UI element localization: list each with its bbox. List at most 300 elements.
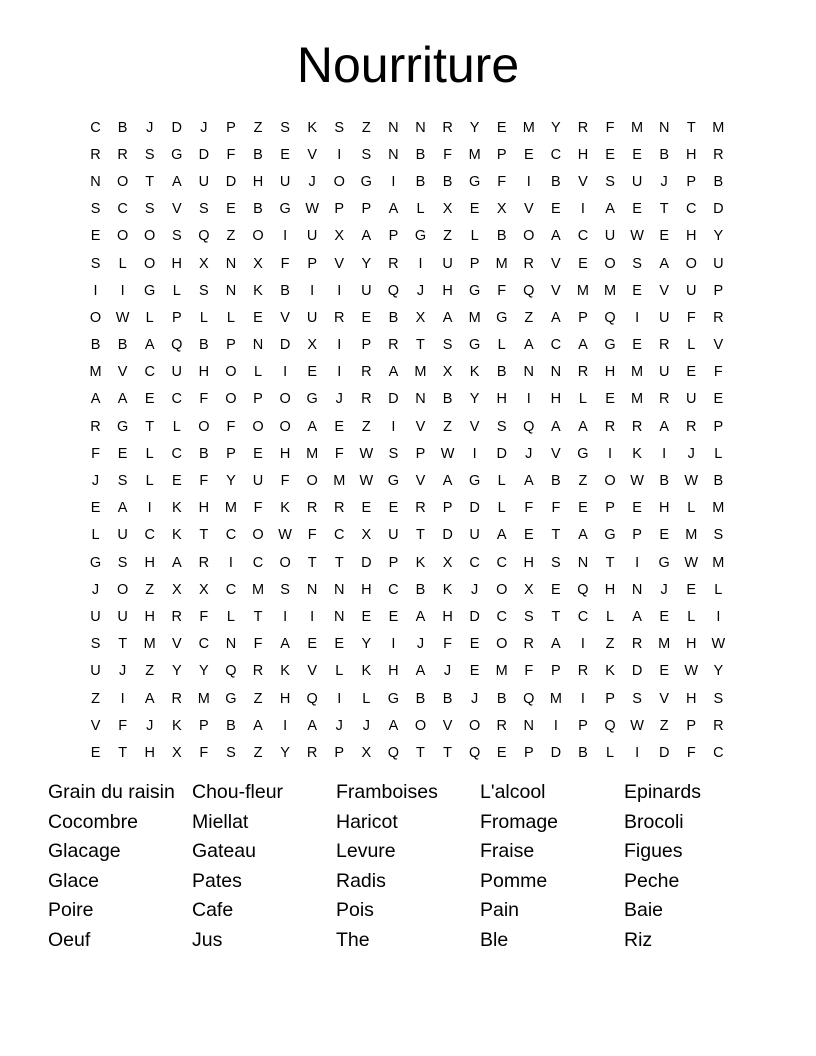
grid-letter: B bbox=[253, 146, 263, 163]
grid-letter: N bbox=[523, 717, 535, 734]
grid-letter: B bbox=[388, 309, 399, 326]
grid-row bbox=[82, 549, 732, 576]
grid-letter: Z bbox=[524, 309, 534, 326]
word-list-item: Glacage bbox=[48, 840, 121, 863]
grid-letter: H bbox=[171, 255, 183, 272]
grid-letter: O bbox=[496, 581, 508, 598]
grid-letter: O bbox=[198, 418, 210, 435]
grid-letter: E bbox=[632, 201, 642, 218]
grid-letter: H bbox=[442, 608, 453, 625]
grid-letter: D bbox=[442, 527, 453, 544]
letter-grid bbox=[82, 114, 732, 767]
grid-letter: C bbox=[577, 228, 589, 245]
word-list-item: Pain bbox=[480, 899, 520, 922]
grid-letter: H bbox=[144, 608, 155, 625]
grid-letter: M bbox=[685, 527, 698, 544]
grid-letter: P bbox=[496, 146, 507, 163]
grid-letter: A bbox=[496, 527, 507, 544]
grid-letter: P bbox=[605, 500, 615, 517]
grid-letter: Q bbox=[387, 744, 400, 761]
grid-letter: S bbox=[632, 255, 642, 272]
grid-letter: R bbox=[604, 418, 616, 435]
word-list-item: Baie bbox=[624, 899, 664, 922]
grid-letter: P bbox=[713, 418, 724, 435]
grid-letter: V bbox=[659, 690, 670, 707]
grid-letter: R bbox=[306, 744, 318, 761]
grid-letter: Y bbox=[713, 663, 724, 680]
grid-letter: F bbox=[226, 146, 236, 163]
grid-letter: A bbox=[361, 228, 372, 245]
grid-letter: H bbox=[388, 663, 399, 680]
grid-letter: Z bbox=[361, 119, 371, 136]
grid-letter: E bbox=[361, 309, 372, 326]
grid-letter: R bbox=[415, 500, 426, 517]
grid-letter: P bbox=[361, 201, 372, 218]
grid-letter: A bbox=[144, 337, 155, 354]
grid-letter: O bbox=[225, 391, 237, 408]
grid-letter: A bbox=[605, 201, 615, 218]
grid-letter: Y bbox=[551, 119, 561, 136]
grid-letter: E bbox=[496, 119, 507, 136]
grid-letter: S bbox=[442, 337, 453, 354]
grid-letter: O bbox=[306, 473, 318, 490]
grid-letter: P bbox=[632, 527, 642, 544]
grid-letter: Z bbox=[145, 663, 155, 680]
grid-letter: O bbox=[685, 255, 697, 272]
grid-letter: I bbox=[337, 146, 342, 163]
grid-letter: F bbox=[280, 255, 290, 272]
grid-letter: D bbox=[550, 744, 562, 761]
grid-letter: R bbox=[388, 255, 399, 272]
grid-letter: A bbox=[659, 255, 670, 272]
grid-letter: S bbox=[280, 119, 290, 136]
grid-letter: M bbox=[576, 282, 589, 299]
grid-letter: E bbox=[632, 337, 642, 354]
grid-letter: W bbox=[630, 473, 644, 490]
grid-letter: F bbox=[524, 500, 534, 517]
grid-letter: H bbox=[686, 636, 697, 653]
grid-letter: K bbox=[171, 717, 182, 734]
grid-letter: S bbox=[713, 527, 724, 544]
grid-letter: V bbox=[578, 173, 588, 190]
grid-letter: S bbox=[90, 201, 101, 218]
grid-letter: B bbox=[117, 119, 128, 136]
grid-letter: I bbox=[526, 391, 531, 408]
grid-letter: J bbox=[443, 663, 452, 680]
word-list-item: Brocoli bbox=[624, 810, 684, 833]
grid-letter: R bbox=[171, 690, 183, 707]
grid-letter: P bbox=[388, 228, 399, 245]
grid-letter: D bbox=[279, 337, 291, 354]
grid-letter: N bbox=[388, 119, 399, 136]
grid-letter: U bbox=[469, 527, 480, 544]
grid-letter: E bbox=[578, 255, 588, 272]
grid-row bbox=[82, 277, 732, 304]
grid-letter: I bbox=[635, 554, 640, 571]
grid-letter: L bbox=[362, 690, 371, 707]
grid-letter: Q bbox=[604, 309, 616, 326]
grid-letter: M bbox=[631, 364, 644, 381]
grid-letter: M bbox=[414, 364, 427, 381]
grid-letter: J bbox=[335, 391, 343, 408]
grid-letter: K bbox=[605, 663, 615, 680]
grid-letter: P bbox=[469, 255, 480, 272]
grid-letter: D bbox=[171, 119, 183, 136]
grid-letter: U bbox=[279, 173, 291, 190]
grid-letter: R bbox=[361, 364, 372, 381]
grid-letter: L bbox=[199, 309, 208, 326]
word-list-item: Fromage bbox=[480, 810, 559, 833]
grid-letter: T bbox=[551, 608, 561, 625]
word-list-item: Cafe bbox=[192, 899, 234, 922]
grid-letter: P bbox=[334, 201, 345, 218]
word-list-item: Jus bbox=[192, 928, 223, 951]
grid-letter: W bbox=[630, 228, 644, 245]
grid-letter: A bbox=[442, 309, 453, 326]
grid-letter: I bbox=[310, 608, 315, 625]
grid-letter: I bbox=[283, 228, 288, 245]
grid-letter: W bbox=[305, 201, 319, 218]
grid-letter: Y bbox=[280, 744, 290, 761]
grid-letter: X bbox=[442, 201, 453, 218]
grid-letter: Y bbox=[469, 391, 480, 408]
grid-letter: B bbox=[659, 473, 670, 490]
grid-letter: V bbox=[551, 282, 561, 299]
grid-letter: I bbox=[580, 690, 585, 707]
grid-letter: C bbox=[171, 445, 183, 462]
grid-letter: R bbox=[361, 391, 372, 408]
word-list-item: Gateau bbox=[192, 840, 256, 863]
grid-letter: S bbox=[632, 690, 642, 707]
grid-letter: P bbox=[226, 445, 236, 462]
word-list-item: Pates bbox=[192, 869, 242, 892]
grid-letter: E bbox=[90, 500, 101, 517]
grid-letter: H bbox=[198, 364, 210, 381]
grid-row bbox=[82, 304, 732, 331]
grid-letter: F bbox=[686, 309, 696, 326]
grid-letter: Q bbox=[171, 337, 183, 354]
grid-letter: B bbox=[496, 690, 507, 707]
grid-letter: A bbox=[659, 418, 670, 435]
grid-letter: V bbox=[713, 337, 724, 354]
grid-letter: G bbox=[468, 337, 481, 354]
grid-letter: I bbox=[580, 201, 585, 218]
grid-letter: K bbox=[469, 364, 480, 381]
grid-letter: Y bbox=[361, 636, 372, 653]
grid-letter: S bbox=[90, 255, 101, 272]
grid-letter: Q bbox=[468, 744, 481, 761]
grid-letter: D bbox=[361, 554, 372, 571]
word-list-item: L'alcool bbox=[480, 781, 546, 803]
grid-letter: E bbox=[551, 201, 561, 218]
grid-letter: Z bbox=[226, 228, 236, 245]
grid-letter: L bbox=[335, 663, 344, 680]
grid-letter: I bbox=[93, 282, 98, 299]
grid-letter: T bbox=[551, 527, 561, 544]
grid-letter: F bbox=[226, 418, 236, 435]
grid-letter: U bbox=[388, 527, 399, 544]
grid-letter: P bbox=[388, 554, 399, 571]
grid-letter: H bbox=[577, 146, 589, 163]
grid-letter: L bbox=[226, 608, 235, 625]
grid-letter: I bbox=[391, 173, 396, 190]
grid-letter: B bbox=[578, 744, 588, 761]
grid-letter: J bbox=[118, 663, 127, 680]
grid-letter: J bbox=[146, 717, 154, 734]
grid-letter: U bbox=[117, 527, 128, 544]
grid-letter: Z bbox=[91, 690, 100, 707]
grid-letter: I bbox=[553, 717, 558, 734]
grid-row bbox=[82, 332, 732, 359]
grid-letter: F bbox=[253, 636, 263, 653]
grid-letter: P bbox=[578, 309, 588, 326]
grid-letter: A bbox=[117, 391, 128, 408]
grid-letter: R bbox=[90, 418, 101, 435]
grid-letter: K bbox=[280, 500, 290, 517]
grid-letter: T bbox=[659, 201, 669, 218]
grid-letter: U bbox=[117, 608, 128, 625]
grid-letter: M bbox=[197, 690, 210, 707]
grid-letter: F bbox=[199, 391, 209, 408]
grid-letter: C bbox=[90, 119, 101, 136]
grid-letter: K bbox=[280, 663, 290, 680]
grid-letter: Y bbox=[469, 119, 480, 136]
grid-letter: M bbox=[603, 282, 617, 299]
word-list-item: Figues bbox=[624, 840, 683, 863]
grid-letter: R bbox=[90, 146, 101, 163]
grid-letter: G bbox=[387, 690, 400, 707]
grid-letter: A bbox=[578, 337, 588, 354]
grid-letter: U bbox=[442, 255, 453, 272]
grid-row bbox=[82, 467, 732, 494]
grid-letter: M bbox=[306, 445, 319, 462]
word-list-item: Riz bbox=[624, 928, 653, 951]
grid-letter: I bbox=[283, 608, 288, 625]
grid-letter: L bbox=[226, 309, 235, 326]
grid-letter: S bbox=[90, 636, 101, 653]
grid-letter: P bbox=[226, 337, 236, 354]
grid-letter: B bbox=[415, 173, 426, 190]
grid-letter: Z bbox=[361, 418, 371, 435]
grid-letter: U bbox=[306, 309, 318, 326]
grid-letter: M bbox=[495, 255, 508, 272]
grid-letter: F bbox=[686, 744, 696, 761]
grid-letter: Z bbox=[253, 744, 263, 761]
grid-letter: I bbox=[283, 717, 288, 734]
grid-letter: Q bbox=[387, 282, 400, 299]
grid-letter: W bbox=[115, 309, 130, 326]
grid-letter: J bbox=[91, 581, 100, 598]
grid-letter: L bbox=[145, 309, 154, 326]
grid-letter: K bbox=[361, 663, 372, 680]
grid-letter: Y bbox=[199, 663, 209, 680]
grid-letter: U bbox=[90, 608, 101, 625]
grid-letter: S bbox=[551, 554, 561, 571]
grid-letter: H bbox=[604, 581, 616, 598]
grid-letter: H bbox=[198, 500, 210, 517]
grid-letter: E bbox=[523, 527, 534, 544]
grid-letter: I bbox=[120, 282, 125, 299]
grid-letter: M bbox=[549, 690, 562, 707]
grid-letter: U bbox=[658, 309, 670, 326]
grid-letter: D bbox=[469, 500, 480, 517]
grid-letter: P bbox=[226, 119, 236, 136]
grid-letter: F bbox=[199, 608, 209, 625]
grid-letter: R bbox=[631, 418, 643, 435]
grid-letter: E bbox=[659, 228, 670, 245]
grid-letter: J bbox=[660, 173, 668, 190]
grid-letter: R bbox=[577, 364, 589, 381]
grid-letter: L bbox=[687, 608, 696, 625]
grid-letter: R bbox=[577, 663, 589, 680]
grid-letter: Y bbox=[171, 663, 182, 680]
grid-letter: G bbox=[604, 527, 616, 544]
grid-row bbox=[82, 576, 732, 603]
grid-letter: V bbox=[117, 364, 128, 381]
grid-letter: E bbox=[686, 581, 697, 598]
grid-row bbox=[82, 712, 732, 739]
grid-letter: F bbox=[199, 744, 209, 761]
grid-letter: U bbox=[198, 173, 210, 190]
grid-letter: N bbox=[388, 146, 399, 163]
word-list-item: Fraise bbox=[480, 840, 535, 863]
grid-letter: D bbox=[713, 201, 724, 218]
grid-letter: V bbox=[307, 146, 317, 163]
grid-letter: D bbox=[631, 663, 643, 680]
grid-letter: D bbox=[658, 744, 670, 761]
grid-letter: E bbox=[605, 391, 615, 408]
grid-letter: S bbox=[334, 119, 345, 136]
grid-letter: F bbox=[497, 282, 507, 299]
grid-letter: A bbox=[144, 690, 155, 707]
grid-letter: H bbox=[252, 173, 264, 190]
grid-letter: U bbox=[90, 663, 101, 680]
grid-letter: W bbox=[359, 473, 374, 490]
grid-letter: V bbox=[469, 418, 480, 435]
grid-letter: S bbox=[280, 581, 290, 598]
grid-letter: C bbox=[496, 608, 507, 625]
grid-letter: K bbox=[632, 445, 642, 462]
grid-letter: R bbox=[577, 119, 589, 136]
grid-letter: B bbox=[442, 173, 453, 190]
grid-letter: M bbox=[712, 119, 725, 136]
grid-letter: S bbox=[144, 201, 155, 218]
grid-letter: A bbox=[253, 717, 263, 734]
grid-letter: R bbox=[442, 119, 453, 136]
grid-letter: A bbox=[307, 717, 317, 734]
grid-letter: X bbox=[415, 309, 426, 326]
grid-row bbox=[82, 359, 732, 386]
grid-letter: P bbox=[605, 690, 615, 707]
grid-letter: Z bbox=[253, 690, 263, 707]
grid-letter: N bbox=[306, 581, 318, 598]
grid-letter: N bbox=[415, 391, 426, 408]
grid-letter: A bbox=[551, 418, 561, 435]
grid-letter: R bbox=[631, 636, 643, 653]
grid-letter: O bbox=[144, 228, 156, 245]
grid-letter: J bbox=[660, 581, 668, 598]
grid-letter: E bbox=[361, 500, 372, 517]
grid-letter: I bbox=[635, 309, 640, 326]
grid-letter: A bbox=[551, 636, 561, 653]
grid-letter: R bbox=[713, 309, 724, 326]
grid-letter: C bbox=[171, 391, 183, 408]
grid-letter: H bbox=[604, 364, 616, 381]
grid-letter: P bbox=[361, 337, 372, 354]
grid-letter: Z bbox=[145, 581, 155, 598]
grid-letter: P bbox=[686, 173, 697, 190]
grid-letter: C bbox=[686, 201, 697, 218]
grid-letter: E bbox=[523, 146, 534, 163]
grid-letter: S bbox=[605, 173, 615, 190]
grid-letter: U bbox=[252, 473, 264, 490]
grid-letter: K bbox=[307, 119, 317, 136]
grid-letter: S bbox=[713, 690, 724, 707]
grid-letter: P bbox=[551, 663, 561, 680]
grid-letter: O bbox=[252, 418, 264, 435]
grid-letter: S bbox=[361, 146, 372, 163]
word-list-item: Glace bbox=[48, 869, 99, 892]
grid-letter: J bbox=[308, 173, 316, 190]
grid-letter: C bbox=[144, 527, 155, 544]
grid-letter: E bbox=[226, 201, 236, 218]
grid-row bbox=[82, 168, 732, 195]
grid-letter: K bbox=[442, 581, 453, 598]
grid-letter: B bbox=[551, 173, 561, 190]
grid-letter: I bbox=[472, 445, 477, 462]
grid-letter: O bbox=[252, 228, 264, 245]
grid-letter: O bbox=[116, 581, 129, 598]
grid-letter: P bbox=[442, 500, 453, 517]
grid-letter: H bbox=[361, 581, 372, 598]
grid-letter: E bbox=[578, 500, 588, 517]
grid-letter: X bbox=[442, 554, 453, 571]
grid-row bbox=[82, 413, 732, 440]
word-list-item: Poire bbox=[48, 899, 94, 922]
grid-letter: E bbox=[307, 636, 317, 653]
grid-letter: D bbox=[225, 173, 237, 190]
grid-letter: X bbox=[307, 337, 317, 354]
grid-letter: Q bbox=[523, 690, 535, 707]
grid-letter: G bbox=[171, 146, 183, 163]
grid-letter: L bbox=[687, 337, 696, 354]
grid-letter: M bbox=[224, 500, 237, 517]
grid-letter: H bbox=[144, 744, 155, 761]
grid-letter: P bbox=[686, 717, 697, 734]
grid-letter: M bbox=[712, 500, 725, 517]
grid-letter: I bbox=[337, 364, 342, 381]
grid-letter: I bbox=[228, 554, 233, 571]
grid-letter: C bbox=[252, 554, 264, 571]
grid-letter: U bbox=[604, 228, 616, 245]
grid-letter: V bbox=[334, 255, 345, 272]
grid-letter: N bbox=[334, 581, 345, 598]
grid-letter: R bbox=[496, 717, 507, 734]
grid-letter: B bbox=[496, 228, 507, 245]
grid-letter: K bbox=[253, 282, 263, 299]
grid-letter: W bbox=[711, 636, 726, 653]
grid-letter: N bbox=[334, 608, 345, 625]
grid-letter: I bbox=[120, 690, 125, 707]
grid-letter: S bbox=[199, 282, 209, 299]
grid-letter: J bbox=[362, 717, 370, 734]
grid-letter: V bbox=[442, 717, 453, 734]
grid-letter: E bbox=[659, 608, 670, 625]
page-title: Nourriture bbox=[296, 37, 520, 93]
grid-letter: V bbox=[523, 201, 534, 218]
grid-letter: H bbox=[279, 445, 291, 462]
grid-letter: U bbox=[713, 255, 724, 272]
